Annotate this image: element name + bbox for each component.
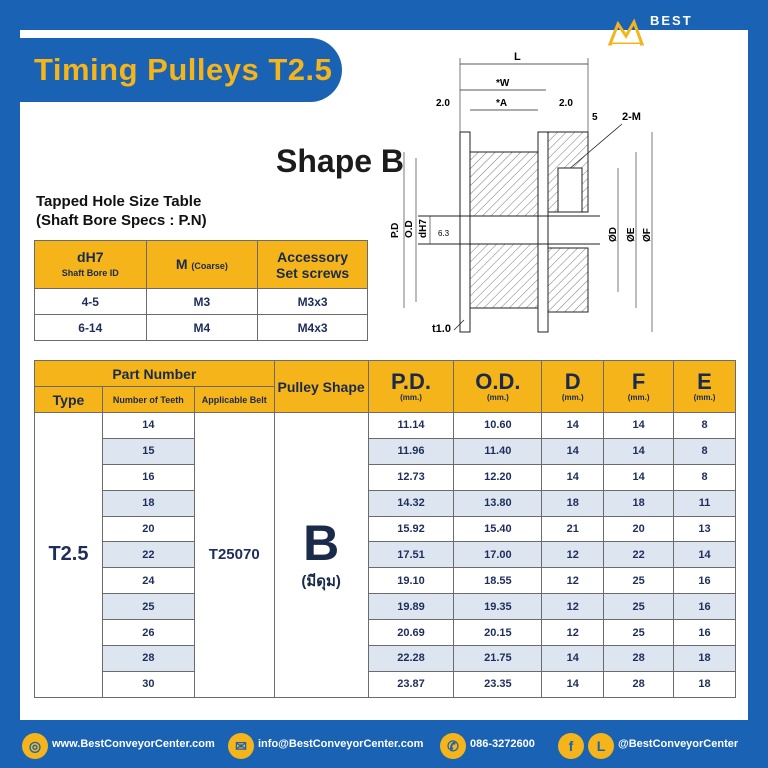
- d-cell: 14: [542, 438, 604, 464]
- footer-phone[interactable]: 086-3272600: [470, 738, 535, 750]
- m-cell: M3: [146, 289, 258, 315]
- tapped-hole-caption: [36, 192, 207, 230]
- bore-cell: 6-14: [35, 315, 147, 341]
- teeth-cell: 14: [102, 413, 194, 439]
- f-cell: 22: [604, 542, 674, 568]
- shape-letter: B: [303, 514, 340, 571]
- d-cell: 12: [542, 568, 604, 594]
- mail-icon: ✉: [228, 733, 254, 759]
- e-cell: 13: [674, 516, 736, 542]
- e-cell: 16: [674, 568, 736, 594]
- pulley-technical-drawing: [378, 40, 700, 340]
- d-cell: 18: [542, 490, 604, 516]
- pd-cell: 12.73: [368, 464, 454, 490]
- dim-l: L: [514, 51, 521, 63]
- header-accessory: Accessory Set screws: [258, 241, 368, 289]
- table-row: [35, 542, 736, 568]
- header-dh7: dH7 Shaft Bore ID: [35, 241, 147, 289]
- shape-cell: [274, 413, 368, 698]
- table-row: [35, 438, 736, 464]
- table-row: [35, 289, 368, 315]
- od-cell: 10.60: [454, 413, 542, 439]
- footer-email[interactable]: info@BestConveyorCenter.com: [258, 738, 424, 750]
- d-cell: 12: [542, 542, 604, 568]
- dim-m: 2-M: [622, 111, 641, 123]
- header-m: M (Coarse): [146, 241, 258, 289]
- e-cell: 18: [674, 671, 736, 697]
- teeth-cell: 30: [102, 671, 194, 697]
- f-cell: 20: [604, 516, 674, 542]
- pd-cell: 19.89: [368, 594, 454, 620]
- od-cell: 23.35: [454, 671, 542, 697]
- od-cell: 20.15: [454, 620, 542, 646]
- dim-t: t1.0: [432, 323, 451, 335]
- e-cell: 8: [674, 438, 736, 464]
- table-row: [35, 646, 736, 672]
- e-cell: 8: [674, 464, 736, 490]
- od-cell: 15.40: [454, 516, 542, 542]
- page-title: Timing Pulleys T2.5: [34, 52, 333, 87]
- pd-cell: 15.92: [368, 516, 454, 542]
- tapped-caption-line1: Tapped Hole Size Table: [36, 193, 202, 210]
- header-belt: Applicable Belt: [194, 387, 274, 413]
- d-cell: 21: [542, 516, 604, 542]
- od-cell: 13.80: [454, 490, 542, 516]
- header-od: O.D. (mm.): [454, 361, 542, 413]
- screw-cell: M3x3: [258, 289, 368, 315]
- f-cell: 25: [604, 620, 674, 646]
- table-row: [35, 464, 736, 490]
- pd-cell: 22.28: [368, 646, 454, 672]
- d-cell: 14: [542, 671, 604, 697]
- e-cell: 16: [674, 594, 736, 620]
- e-cell: 8: [674, 413, 736, 439]
- d-cell: 14: [542, 646, 604, 672]
- bore-cell: 4-5: [35, 289, 147, 315]
- dim-left-gap: 2.0: [436, 98, 450, 109]
- dim-right-gap: 2.0: [559, 98, 573, 109]
- header-pd: P.D. (mm.): [368, 361, 454, 413]
- table-row: [35, 413, 736, 439]
- pd-cell: 11.14: [368, 413, 454, 439]
- dim-od: O.D: [404, 220, 415, 238]
- dim-a: *A: [496, 98, 508, 109]
- header-part-number: Part Number: [35, 361, 275, 387]
- dim-phi-e: ØE: [626, 227, 637, 242]
- table-row: [35, 671, 736, 697]
- header-f: F (mm.): [604, 361, 674, 413]
- table-row: [35, 490, 736, 516]
- teeth-cell: 15: [102, 438, 194, 464]
- logo-text-2: CONVEYOR: [650, 27, 741, 42]
- facebook-icon[interactable]: f: [558, 733, 584, 759]
- teeth-cell: 20: [102, 516, 194, 542]
- table-row: [35, 315, 368, 341]
- belt-cell: T25070: [194, 413, 274, 698]
- teeth-cell: 16: [102, 464, 194, 490]
- od-cell: 17.00: [454, 542, 542, 568]
- screw-cell: M4x3: [258, 315, 368, 341]
- header-teeth: Number of Teeth: [102, 387, 194, 413]
- f-cell: 14: [604, 438, 674, 464]
- dim-five: 5: [592, 112, 598, 123]
- pd-cell: 20.69: [368, 620, 454, 646]
- tapped-hole-table: [34, 240, 368, 341]
- d-cell: 14: [542, 464, 604, 490]
- pd-cell: 17.51: [368, 542, 454, 568]
- od-cell: 11.40: [454, 438, 542, 464]
- shape-title: Shape B: [276, 143, 405, 179]
- m-cell: M4: [146, 315, 258, 341]
- pd-cell: 19.10: [368, 568, 454, 594]
- pd-cell: 11.96: [368, 438, 454, 464]
- e-cell: 18: [674, 646, 736, 672]
- shape-sub: (มีดุม): [301, 572, 341, 590]
- f-cell: 28: [604, 646, 674, 672]
- header-type: Type: [35, 387, 103, 413]
- pd-cell: 23.87: [368, 671, 454, 697]
- header-d: D (mm.): [542, 361, 604, 413]
- d-cell: 12: [542, 594, 604, 620]
- teeth-cell: 25: [102, 594, 194, 620]
- teeth-cell: 24: [102, 568, 194, 594]
- logo-text-3: CENTER: [650, 41, 716, 56]
- logo-text-1: BEST: [650, 13, 693, 28]
- e-cell: 16: [674, 620, 736, 646]
- teeth-cell: 28: [102, 646, 194, 672]
- header-pulley-shape: Pulley Shape: [274, 361, 368, 413]
- od-cell: 12.20: [454, 464, 542, 490]
- pulley-spec-table: [34, 360, 736, 698]
- dim-dh7: dH7: [418, 219, 429, 238]
- roughness: 6.3: [438, 229, 450, 238]
- od-cell: 19.35: [454, 594, 542, 620]
- teeth-cell: 18: [102, 490, 194, 516]
- table-row: [35, 568, 736, 594]
- footer-social[interactable]: @BestConveyorCenter: [618, 738, 739, 750]
- f-cell: 25: [604, 594, 674, 620]
- od-cell: 18.55: [454, 568, 542, 594]
- f-cell: 25: [604, 568, 674, 594]
- dim-pd: P.D: [390, 222, 401, 238]
- dim-w: *W: [496, 78, 510, 89]
- f-cell: 14: [604, 413, 674, 439]
- d-cell: 14: [542, 413, 604, 439]
- d-cell: 12: [542, 620, 604, 646]
- f-cell: 18: [604, 490, 674, 516]
- globe-icon: ◎: [22, 733, 48, 759]
- type-cell: T2.5: [35, 413, 103, 698]
- f-cell: 28: [604, 671, 674, 697]
- table-row: [35, 516, 736, 542]
- teeth-cell: 26: [102, 620, 194, 646]
- f-cell: 14: [604, 464, 674, 490]
- footer-bar: [0, 724, 768, 768]
- table-row: [35, 620, 736, 646]
- footer-website[interactable]: www.BestConveyorCenter.com: [52, 738, 215, 750]
- e-cell: 11: [674, 490, 736, 516]
- line-icon[interactable]: L: [588, 733, 614, 759]
- table-row: [35, 594, 736, 620]
- e-cell: 14: [674, 542, 736, 568]
- pd-cell: 14.32: [368, 490, 454, 516]
- phone-icon: ✆: [440, 733, 466, 759]
- tapped-caption-line2: (Shaft Bore Specs : P.N): [36, 212, 207, 229]
- dim-phi-f: ØF: [642, 228, 653, 242]
- header-e: E (mm.): [674, 361, 736, 413]
- od-cell: 21.75: [454, 646, 542, 672]
- teeth-cell: 22: [102, 542, 194, 568]
- dim-phi-d: ØD: [608, 227, 619, 242]
